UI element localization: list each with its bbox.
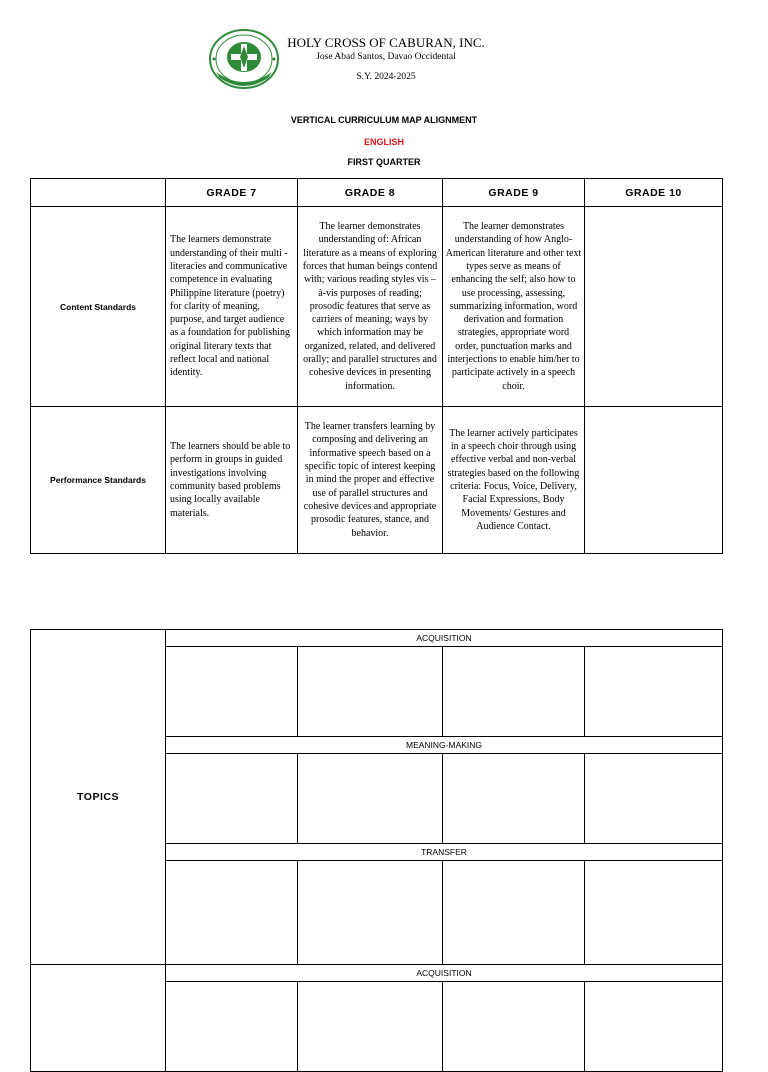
performance-standard-grade-7: The learners should be able to perform in groups in guided investigations involving community based problems using locally available materials. — [166, 407, 298, 554]
row-label-topics: TOPICS — [31, 630, 166, 965]
blank-cell — [298, 861, 443, 965]
header-cell-grade-9: GRADE 9 — [443, 179, 585, 207]
content-standard-grade-9: The learner demonstrates understanding of how Anglo-American literature and other text types serve as means of enhancing the self; also how to use processing, assessing, summarizing information, word derivation and formation strategies, appropriate word order, punctuation marks and interjections to enable him/her to participate actively in a speech choir. — [443, 207, 585, 407]
header-cell-empty — [31, 179, 166, 207]
blank-cell — [166, 982, 298, 1072]
table-row — [31, 407, 723, 554]
blank-cell — [166, 647, 298, 737]
document-title: VERTICAL CURRICULUM MAP ALIGNMENT — [290, 115, 478, 125]
blank-cell — [298, 754, 443, 844]
school-header — [286, 35, 486, 82]
blank-cell — [443, 647, 585, 737]
section-label-acquisition-2: ACQUISITION — [166, 965, 723, 982]
content-standard-grade-10 — [585, 207, 723, 407]
blank-cell — [443, 754, 585, 844]
section-row-acquisition-2 — [31, 965, 723, 982]
standards-table — [30, 178, 723, 554]
blank-cell — [166, 754, 298, 844]
school-address: Jose Abad Santos, Davao Occidental — [316, 52, 456, 62]
blank-cell — [585, 982, 723, 1072]
performance-standard-grade-8: The learner transfers learning by composing and delivering an informative speech based on a specific topic of interest keeping in mind the proper and effective use of parallel structures and cohesive devices and appropriate prosodic features, stance, and behavior. — [298, 407, 443, 554]
content-standard-grade-8: The learner demonstrates understanding of: African literature as a means of exploring forces that human beings contend with; various reading styles vis – à-vis purposes of reading; prosodic features that serve as carriers of meaning; ways by which information may be organized, related, and delivered orally; and parallel structures and cohesive devices in presenting information. — [298, 207, 443, 407]
section-label-transfer: TRANSFER — [166, 844, 723, 861]
row-label-performance-standards: Performance Standards — [31, 407, 166, 554]
table-row — [31, 207, 723, 407]
blank-cell — [298, 982, 443, 1072]
school-seal-logo — [208, 28, 280, 90]
blank-cell — [166, 861, 298, 965]
section-label-meaning-making: MEANING-MAKING — [166, 737, 723, 754]
row-label-content-standards: Content Standards — [31, 207, 166, 407]
quarter-title: FIRST QUARTER — [347, 157, 421, 167]
performance-standard-grade-10 — [585, 407, 723, 554]
school-year: S.Y. 2024-2025 — [356, 72, 416, 82]
content-standard-grade-7: The learners demonstrate understanding of their multi -literacies and communicative competence in evaluating Philippine literature (poetry) for clarity of meaning, purpose, and target audience as a foundation for publishing original literary texts that reflect local and national identity. — [166, 207, 298, 407]
table-header-row — [31, 179, 723, 207]
school-name: HOLY CROSS OF CABURAN, INC. — [287, 35, 485, 50]
blank-cell — [443, 982, 585, 1072]
section-label-acquisition: ACQUISITION — [166, 630, 723, 647]
topics-table — [30, 629, 723, 1072]
header-cell-grade-10: GRADE 10 — [585, 179, 723, 207]
performance-standard-grade-9: The learner actively participates in a speech choir through using effective verbal and non-verbal strategies based on the following criteria: Focus, Voice, Delivery, Facial Expressions, Body Movements/ Gestures and Audience Contact. — [443, 407, 585, 554]
blank-cell — [298, 647, 443, 737]
school-seal-icon — [208, 28, 280, 90]
row-label-empty — [31, 965, 166, 1072]
blank-cell — [585, 861, 723, 965]
subject-title: ENGLISH — [363, 137, 404, 147]
header-cell-grade-8: GRADE 8 — [298, 179, 443, 207]
blank-cell — [585, 647, 723, 737]
section-row-acquisition — [31, 630, 723, 647]
blank-cell — [443, 861, 585, 965]
header-cell-grade-7: GRADE 7 — [166, 179, 298, 207]
blank-cell — [585, 754, 723, 844]
